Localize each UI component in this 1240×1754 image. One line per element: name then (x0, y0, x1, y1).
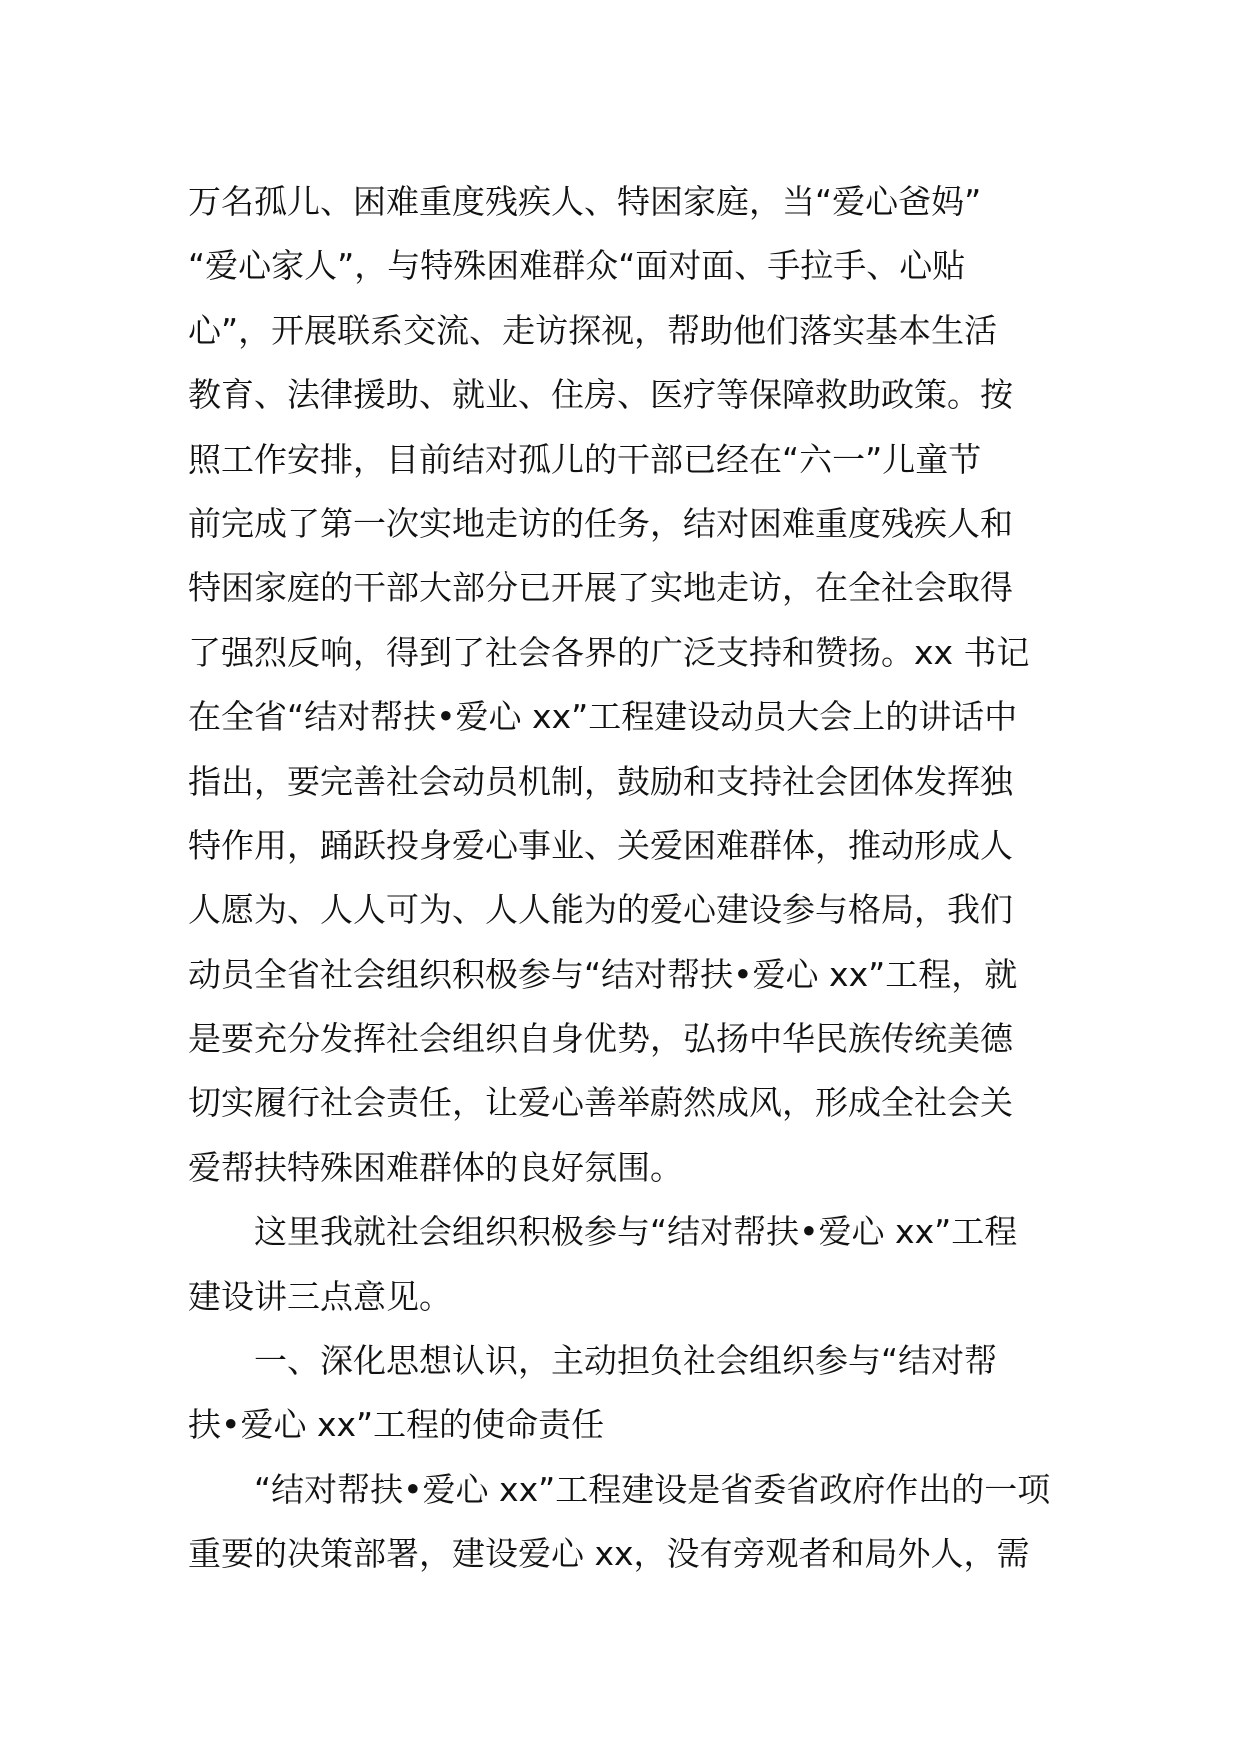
paragraph-start-line: 这里我就社会组织积极参与“结对帮扶•爱心 xx”工程 (254, 1212, 1018, 1252)
body-line: 爱帮扶特殊困难群体的良好氛围。 (188, 1147, 683, 1187)
body-line: 动员全省社会组织积极参与“结对帮扶•爱心 xx”工程，就 (188, 954, 1018, 994)
body-line: 重要的决策部署，建设爱心 xx，没有旁观者和局外人，需 (188, 1534, 1030, 1574)
section-heading-line: 扶•爱心 xx”工程的使命责任 (188, 1405, 605, 1445)
document-body (188, 170, 1068, 1587)
section-heading-line: 一、深化思想认识，主动担负社会组织参与“结对帮 (254, 1341, 998, 1381)
body-line: 了强烈反响，得到了社会各界的广泛支持和赞扬。xx 书记 (188, 632, 1030, 672)
paragraph-start-line: “结对帮扶•爱心 xx”工程建设是省委省政府作出的一项 (254, 1469, 1051, 1509)
body-line: 心”，开展联系交流、走访探视，帮助他们落实基本生活 (188, 310, 998, 350)
body-line: 是要充分发挥社会组织自身优势，弘扬中华民族传统美德 (188, 1019, 1013, 1059)
body-line: 建设讲三点意见。 (188, 1276, 452, 1316)
body-line: 教育、法律援助、就业、住房、医疗等保障救助政策。按 (188, 375, 1013, 415)
body-line: 前完成了第一次实地走访的任务，结对困难重度残疾人和 (188, 503, 1013, 543)
body-line: 人愿为、人人可为、人人能为的爱心建设参与格局，我们 (188, 890, 1013, 930)
body-line: “爱心家人”，与特殊困难群众“面对面、手拉手、心贴 (188, 246, 966, 286)
body-line: 万名孤儿、困难重度残疾人、特困家庭，当“爱心爸妈” (188, 182, 982, 221)
body-line: 切实履行社会责任，让爱心善举蔚然成风，形成全社会关 (188, 1083, 1013, 1123)
body-line: 指出，要完善社会动员机制，鼓励和支持社会团体发挥独 (188, 761, 1013, 801)
body-line: 照工作安排，目前结对孤儿的干部已经在“六一”儿童节 (188, 439, 982, 479)
body-line: 在全省“结对帮扶•爱心 xx”工程建设动员大会上的讲话中 (188, 697, 1018, 737)
body-line: 特困家庭的干部大部分已开展了实地走访，在全社会取得 (188, 568, 1013, 608)
body-line: 特作用，踊跃投身爱心事业、关爱困难群体，推动形成人 (188, 825, 1013, 865)
